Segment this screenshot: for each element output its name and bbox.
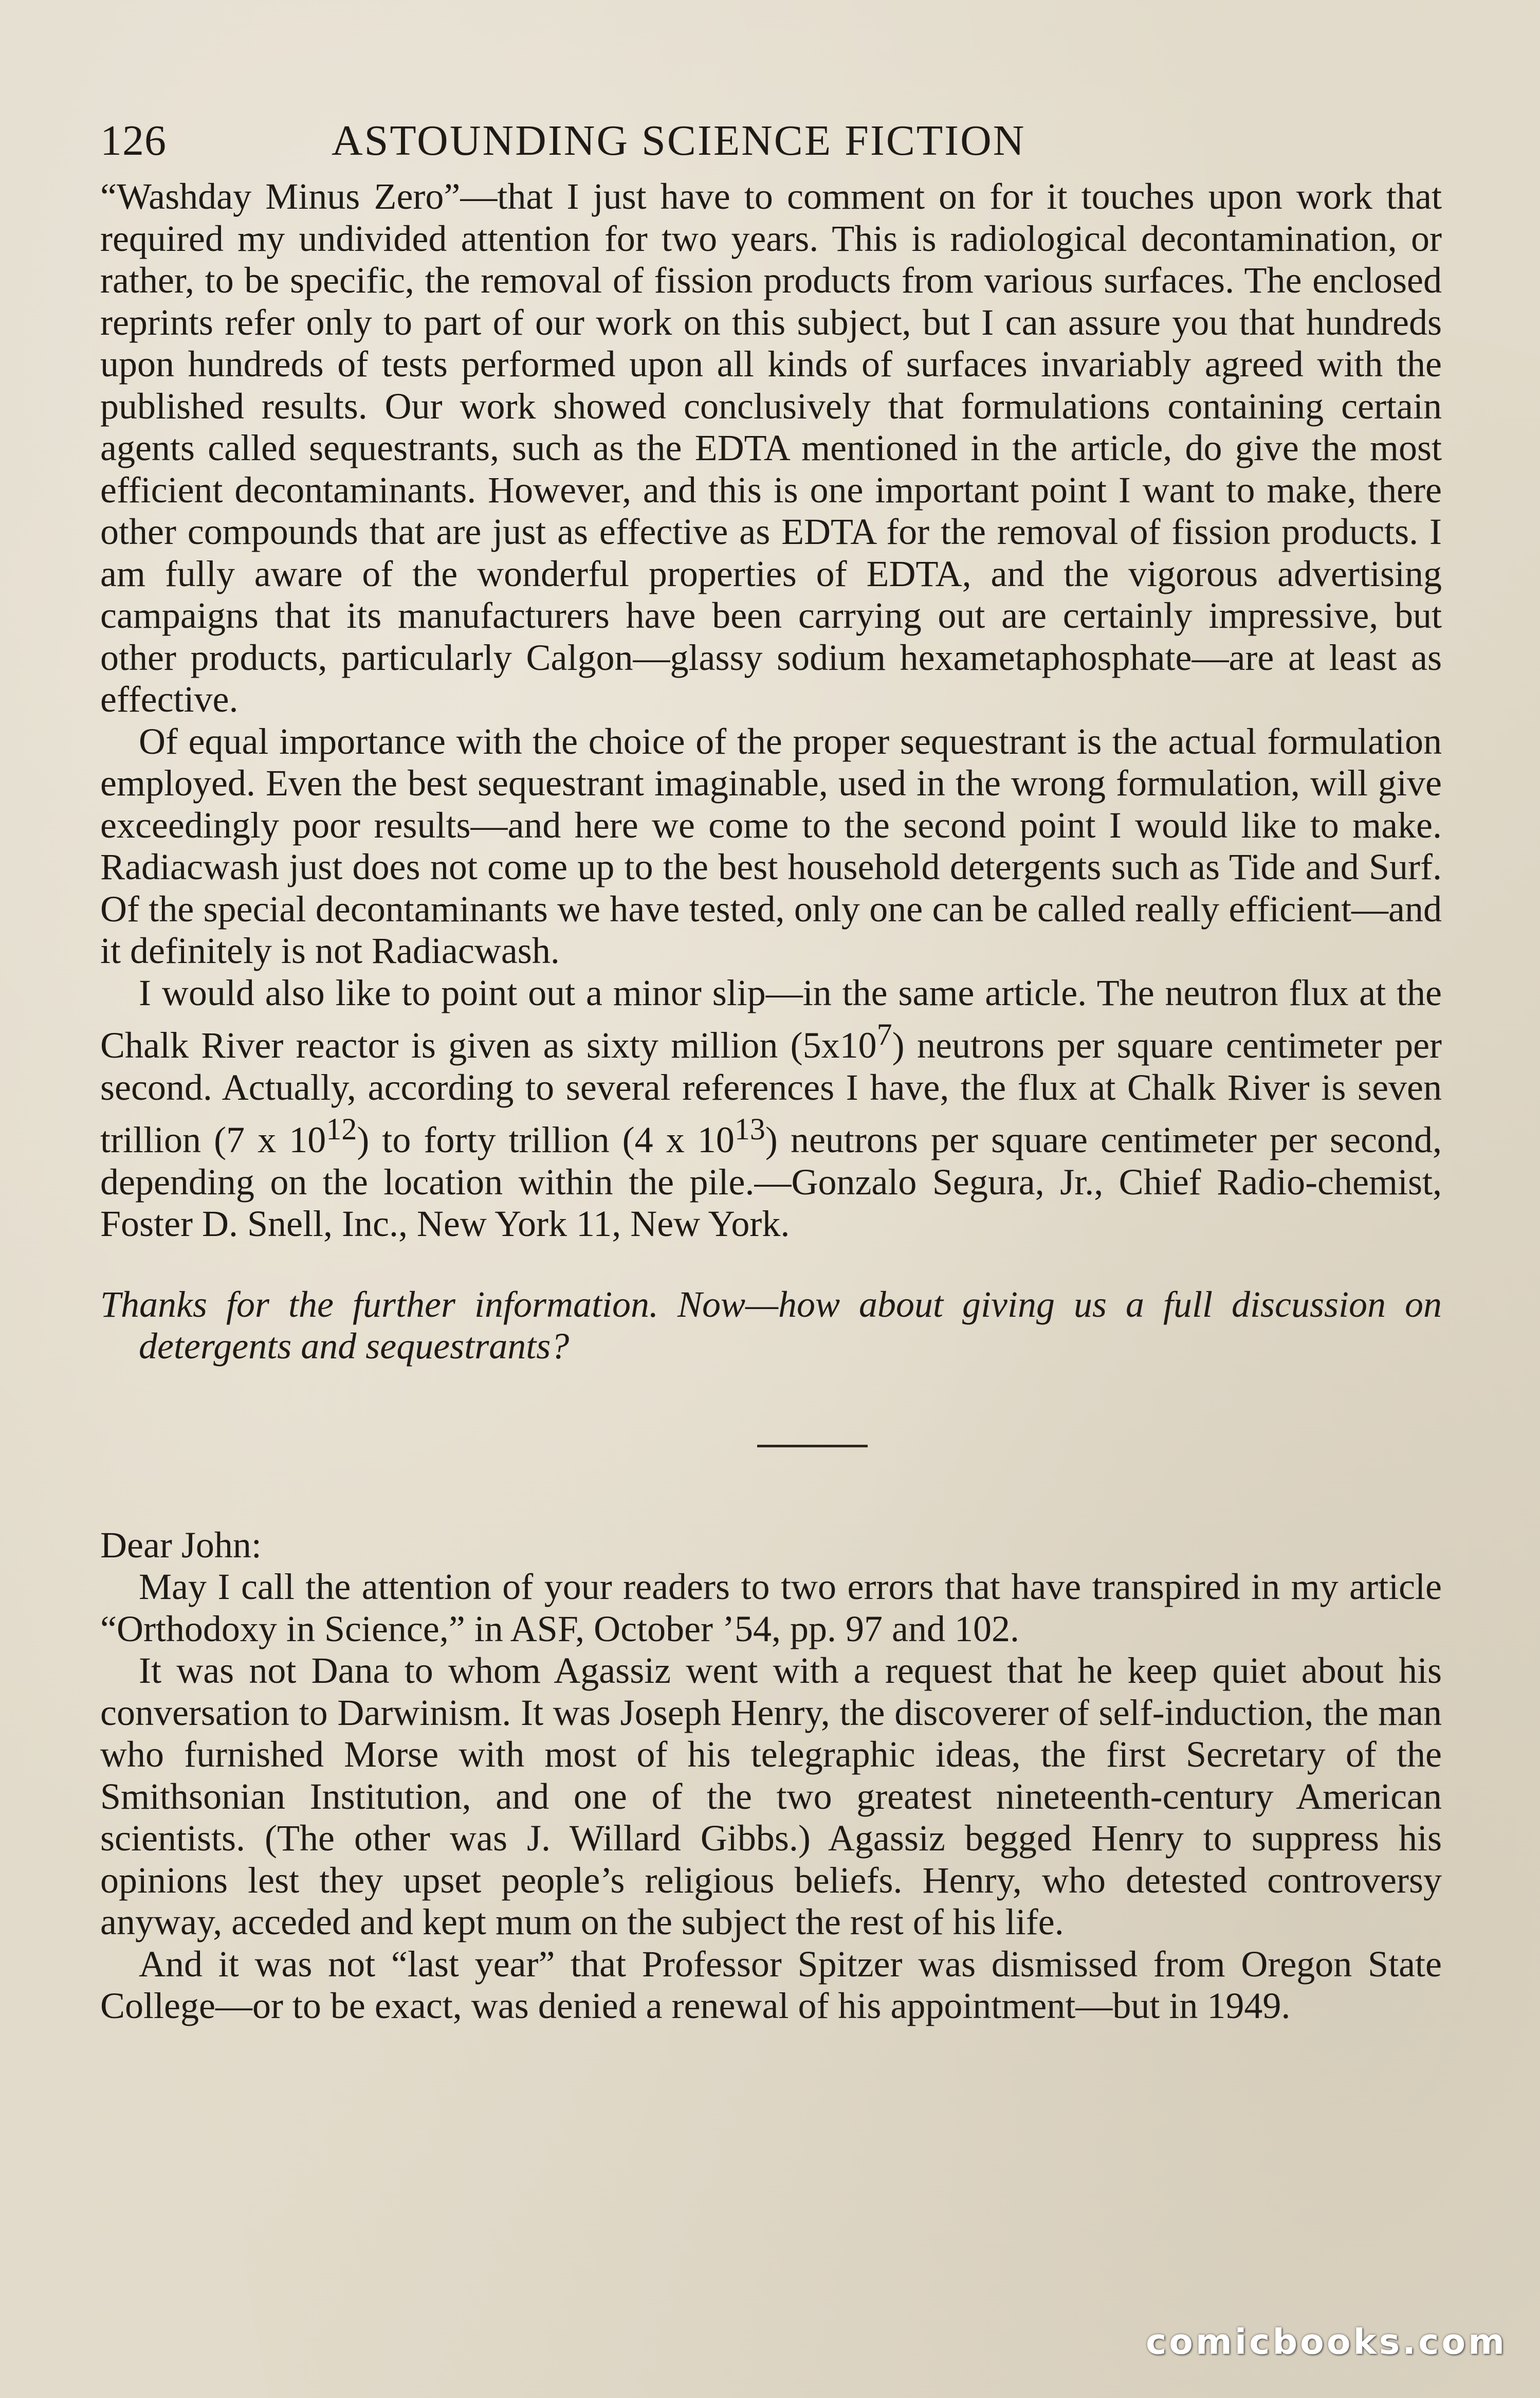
text-run: ) neutrons per square centimeter per second, depending on the location within the pile.—Gonzalo Segura, Jr., Chief Radio-chemist, Foster D. Snell, Inc., New York 11, New York.: [100, 1119, 1442, 1244]
letter-paragraph: [100, 972, 1442, 1245]
text-run: ) to forty trillion (4 x 10: [357, 1119, 735, 1160]
salutation: Dear John:: [100, 1524, 262, 1566]
exponent: 12: [326, 1112, 357, 1146]
editor-reply: Thanks for the further information. Now—how about giving us a full discussion on detergents and sequestrants?: [100, 1283, 1442, 1367]
exponent: 13: [734, 1112, 765, 1146]
section-divider: [757, 1445, 868, 1447]
text-run: ) neutrons per square centimeter per second. Actually, according to several references I have, the flux at Chalk River is seven trillion (7 x 10: [100, 1025, 1442, 1160]
letter-paragraph: “Washday Minus Zero”—that I just have to comment on for it touches upon work that required my undivided attention for two years. This is radiological decontamination, or rather, to be specific, the removal of fission products from various surfaces. The enclosed reprints refer only to part of our work on this subject, but I can assure you that hundreds upon hundreds of tests performed upon all kinds of surfaces invariably agreed with the published results. Our work showed conclusively that formulations containing certain agents called sequestrants, such as the EDTA mentioned in the article, do give the most efficient decontaminants. However, and this is one important point I want to make, there other compounds that are just as effective as EDTA for the removal of fission products. I am fully aware of the wonderful properties of EDTA, and the vigorous advertising campaigns that its manufacturers have been carrying out are certainly impressive, but other products, particularly Calgon—glassy sodium hexametaphosphate—are at least as effective.: [100, 176, 1442, 720]
running-title: ASTOUNDING SCIENCE FICTION: [332, 117, 1026, 165]
letter-paragraph: And it was not “last year” that Professor Spitzer was dismissed from Oregon State College—or to be exact, was denied a renewal of his appointment—but in 1949.: [100, 1943, 1442, 2026]
exponent: 7: [876, 1018, 892, 1051]
page-header: [100, 116, 1442, 166]
letter-segura: [100, 176, 1442, 1245]
letter-paragraph: May I call the attention of your readers to two errors that have transpired in my article “Orthodoxy in Science,” in ASF, October ’54, pp. 97 and 102.: [100, 1566, 1442, 1649]
letter-paragraph: It was not Dana to whom Agassiz went with a request that he keep quiet about his conversation to Darwinism. It was Joseph Henry, the discoverer of self-induction, the man who furnished Morse with most of his telegraphic ideas, the first Secretary of the Smithsonian Institution, and one of the two greatest nineteenth-century American scientists. (The other was J. Willard Gibbs.) Agassiz begged Henry to suppress his opinions lest they upset people’s religious beliefs. Henry, who detested controversy anyway, acceded and kept mum on the subject the rest of his life.: [100, 1650, 1442, 1942]
text-run: I would also like to point out a minor slip—in the same article. The neutron flux at the Chalk River reactor is given as sixty million (5x10: [100, 972, 1442, 1066]
letter-two: [100, 1524, 1442, 2027]
letter-paragraph: Of equal importance with the choice of the proper sequestrant is the actual formulation employed. Even the best sequestrant imaginable, used in the wrong formulation, will give exceedingly poor results—and here we come to the second point I would like to make. Radiacwash just does not come up to the best household detergents such as Tide and Surf. Of the special decontaminants we have tested, only one can be called really efficient—and it definitely is not Radiacwash.: [100, 720, 1442, 971]
watermark: comicbooks.com: [1145, 2322, 1507, 2363]
page-number: 126: [100, 117, 167, 165]
magazine-page: [100, 116, 1442, 2027]
